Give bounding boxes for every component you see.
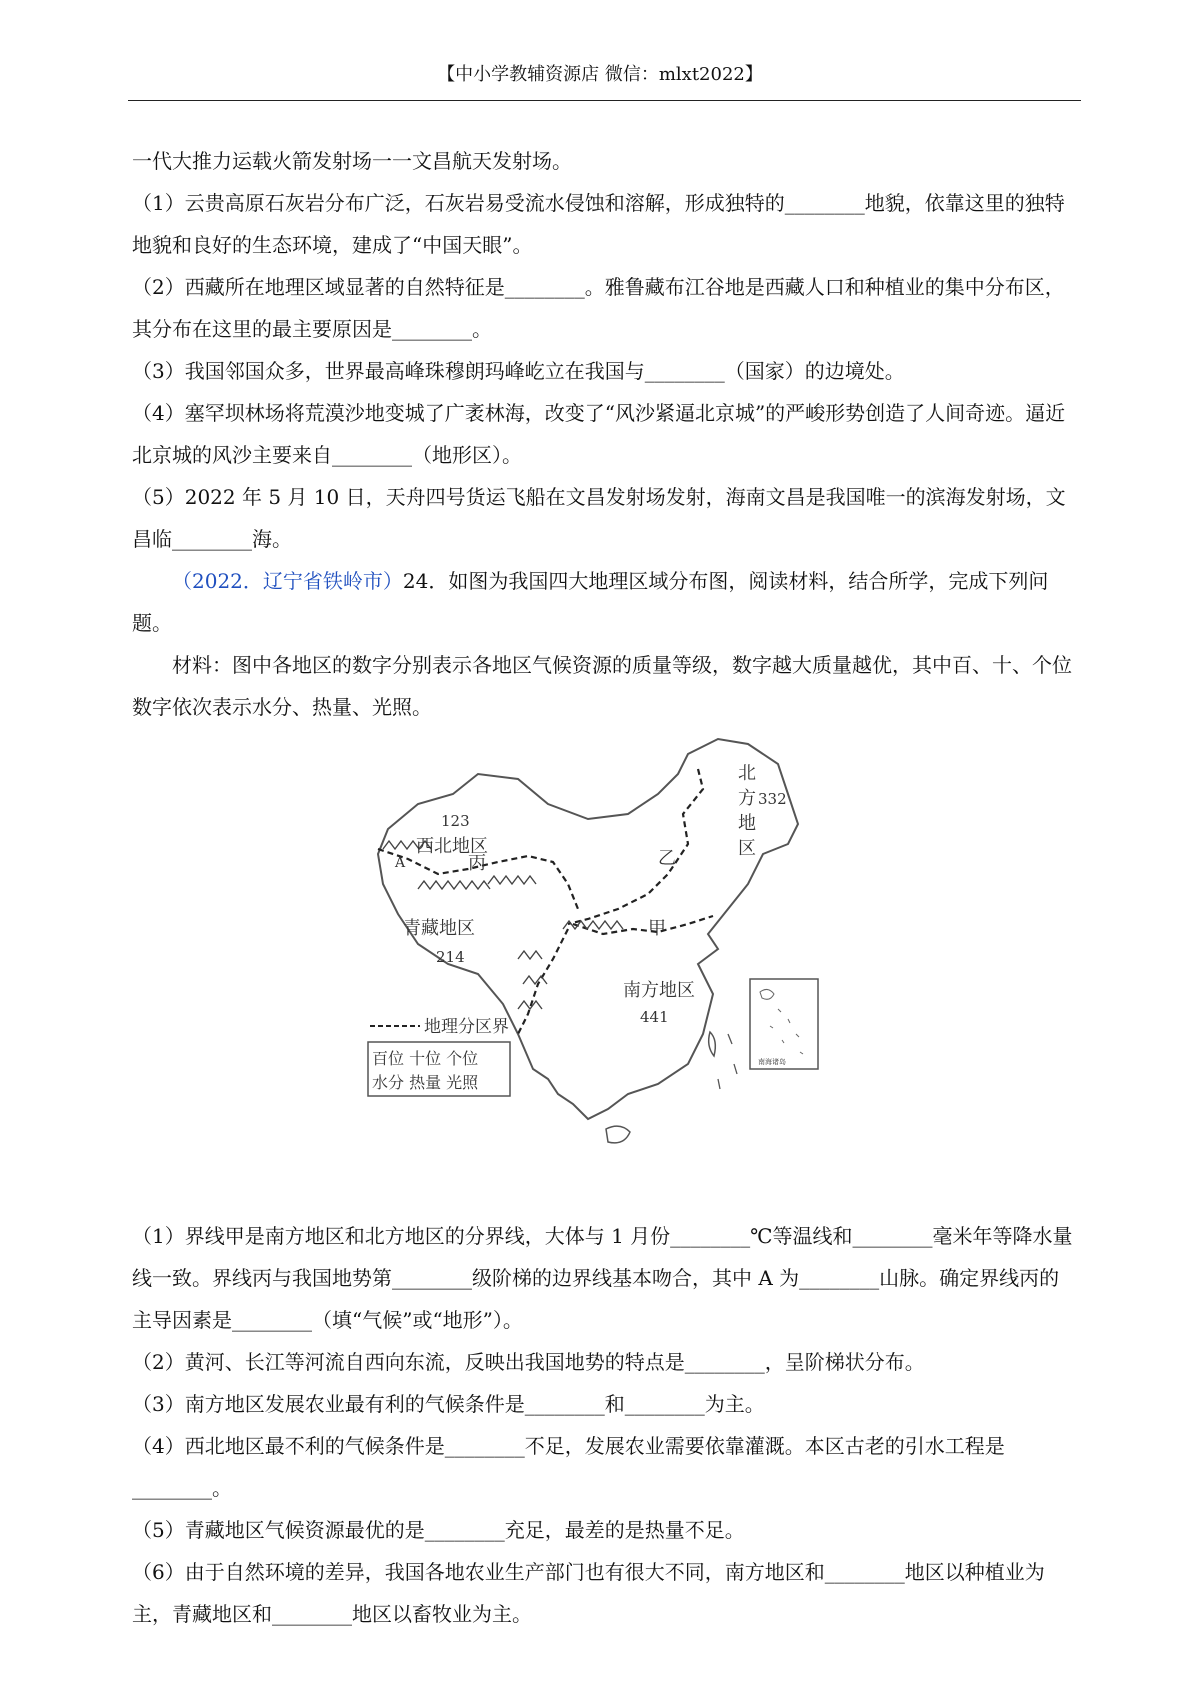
coast-dashes — [718, 1034, 737, 1089]
legend-row-1: 百位 十位 个位 — [372, 1049, 479, 1068]
q23-item-3: （3）我国邻国众多，世界最高峰珠穆朗玛峰屹立在我国与________（国家）的边境处。 — [132, 359, 905, 383]
q23-item-1: （1）云贵高原石灰岩分布广泛，石灰岩易受流水侵蚀和溶解，形成独特的________地貌，依靠这里的独特地貌和良好的生态环境，建成了“中国天眼”。 — [132, 191, 1065, 257]
inset-caption: 南海诸岛 — [758, 1058, 786, 1066]
document-body — [132, 140, 1077, 1635]
q24-stem-paragraph — [132, 560, 1077, 644]
hainan-island — [606, 1126, 630, 1143]
q24-source: （2022．辽宁省铁岭市） — [172, 569, 403, 593]
q24-item-5: （5）青藏地区气候资源最优的是________充足，最差的是热量不足。 — [132, 1518, 745, 1542]
q23-item-4: （4）塞罕坝林场将荒漠沙地变城了广袤林海，改变了“风沙紧逼北京城”的严峻形势创造了人间奇迹。逼近北京城的风沙主要来自________（地形区）。 — [132, 401, 1066, 467]
legend-row-2: 水分 热量 光照 — [372, 1073, 479, 1092]
china-regions-map — [132, 734, 1077, 1209]
qingzang-label: 青藏地区 — [403, 918, 475, 939]
south-code: 441 — [640, 1008, 669, 1026]
china-map-figure — [358, 734, 858, 1204]
line-bing-label: 丙 — [468, 853, 486, 874]
q24-item-1: （1）界线甲是南方地区和北方地区的分界线，大体与 1 月份________℃等温线和________毫米年等降水量线一致。界线丙与我国地势第________级阶梯的边界线基本吻合，其中 A 为________山脉。确定界线丙的主导因素是________（填“气候”或“地形”）。 — [132, 1224, 1073, 1332]
point-a-label: A — [395, 855, 406, 871]
northwest-label: 西北地区 — [416, 836, 488, 857]
q23-item-5: （5）2022 年 5 月 10 日，天舟四号货运飞船在文昌发射场发射，海南文昌是我国唯一的滨海发射场，文昌临________海。 — [132, 485, 1066, 551]
page-header: 【中小学教辅资源店 微信：mlxt2022】 — [437, 64, 763, 85]
qingzang-code: 214 — [436, 948, 465, 966]
legend-boundary-text: 地理分区界 — [424, 1017, 509, 1037]
header-divider — [128, 100, 1081, 101]
q24-item-3: （3）南方地区发展农业最有利的气候条件是________和________为主。 — [132, 1392, 765, 1416]
north-label-4: 区 — [738, 838, 756, 859]
south-label: 南方地区 — [623, 980, 695, 1001]
q24-item-4: （4）西北地区最不利的气候条件是________不足，发展农业需要依靠灌溉。本区古老的引水工程是________。 — [132, 1434, 1005, 1500]
q24-material: 材料：图中各地区的数字分别表示各地区气候资源的质量等级，数字越大质量越优，其中百、十、个位数字依次表示水分、热量、光照。 — [132, 653, 1072, 719]
q23-item-2: （2）西藏所在地理区域显著的自然特征是________。雅鲁藏布江谷地是西藏人口和种植业的集中分布区，其分布在这里的最主要原因是________。 — [132, 275, 1065, 341]
northwest-code: 123 — [441, 812, 470, 830]
taiwan-island — [709, 1032, 716, 1056]
north-label-1: 北 — [738, 763, 756, 784]
north-label-3: 地 — [738, 813, 756, 834]
north-label-2: 方 — [738, 788, 756, 809]
q23-intro: 一代大推力运载火箭发射场一一文昌航天发射场。 — [132, 149, 572, 173]
q24-stem: 24．如图为我国四大地理区域分布图，阅读材料，结合所学，完成下列问题。 — [132, 569, 1049, 635]
q24-item-2: （2）黄河、长江等河流自西向东流，反映出我国地势的特点是________，呈阶梯状分布。 — [132, 1350, 925, 1374]
line-jia-label: 甲 — [648, 918, 666, 939]
north-code: 332 — [758, 790, 787, 808]
line-yi-label: 乙 — [658, 848, 676, 869]
q24-item-6: （6）由于自然环境的差异，我国各地农业生产部门也有很大不同，南方地区和________地区以种植业为主，青藏地区和________地区以畜牧业为主。 — [132, 1560, 1045, 1626]
